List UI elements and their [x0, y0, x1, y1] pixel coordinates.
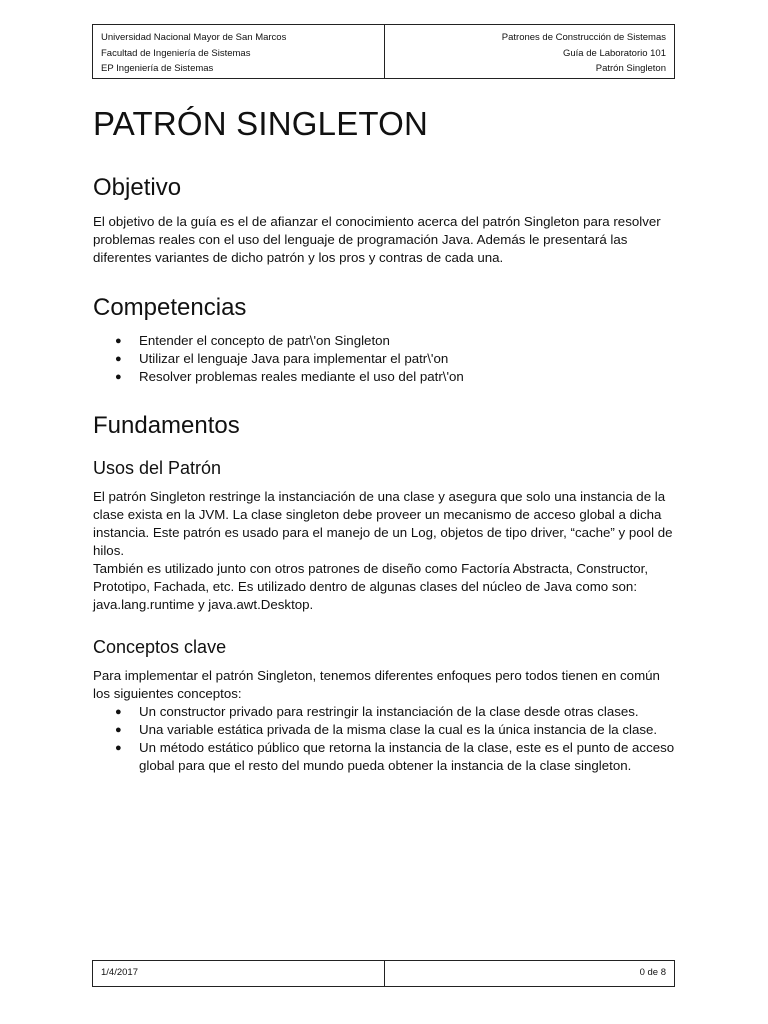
objetivo-text: El objetivo de la guía es el de afianzar el conocimiento acerca del patrón Singleton para resolver problemas reales con el uso del lenguaje de programación Java. Además le presentará las diferentes variantes de dicho patrón y los pros y contras de cada una.	[93, 214, 661, 265]
document-body	[93, 100, 678, 775]
list-item	[93, 350, 678, 368]
header-course: Patrones de Construcción de Sistemas	[501, 32, 666, 43]
competencias-list	[93, 332, 678, 386]
header-guide: Guía de Laboratorio 101	[563, 47, 666, 59]
list-item-text: Un constructor privado para restringir la instanciación de la clase desde otras clases.	[139, 704, 639, 719]
list-item-text: Resolver problemas reales mediante el uso del patr\'on	[139, 369, 464, 384]
conceptos-heading: Conceptos clave	[93, 637, 227, 657]
header-institution	[93, 25, 385, 78]
usos-heading: Usos del Patrón	[93, 458, 222, 478]
list-item-text: Un método estático público que retorna la instancia de la clase, este es el punto de acceso global para que el resto del mundo pueda obtener la instancia de la clase singleton.	[139, 740, 675, 773]
bullet-icon: ●	[115, 742, 122, 754]
list-item	[93, 739, 678, 775]
page-header	[92, 24, 675, 79]
list-item	[93, 703, 678, 721]
bullet-icon: ●	[115, 724, 122, 736]
usos-paragraph-1: El patrón Singleton restringe la instanciación de una clase y asegura que solo una instancia de la clase exista en la JVM. La clase singleton debe proveer un mecanismo de acceso global a dicha instancia. Este patrón es usado para el manejo de un Log, objetos de tipo driver, “cache” y pool de hilos.	[93, 489, 673, 558]
conceptos-list	[93, 703, 678, 775]
list-item-text: Utilizar el lenguaje Java para implementar el patr\'on	[139, 351, 449, 366]
page-title: PATRÓN SINGLETON	[93, 105, 429, 142]
header-course-info	[385, 25, 674, 78]
bullet-icon: ●	[115, 706, 122, 718]
bullet-icon: ●	[115, 335, 122, 347]
header-university: Universidad Nacional Mayor de San Marcos	[101, 32, 287, 43]
competencias-heading: Competencias	[93, 294, 247, 321]
header-school: EP Ingeniería de Sistemas	[101, 63, 214, 74]
list-item	[93, 332, 678, 350]
bullet-icon: ●	[115, 371, 122, 383]
footer-date: 1/4/2017	[93, 961, 385, 986]
conceptos-intro: Para implementar el patrón Singleton, tenemos diferentes enfoques pero todos tienen en común los siguientes conceptos:	[93, 668, 660, 701]
bullet-icon: ●	[115, 353, 122, 365]
list-item-text: Entender el concepto de patr\'on Singleton	[139, 333, 390, 348]
footer-page-number: 0 de 8	[639, 967, 666, 978]
list-item	[93, 368, 678, 386]
header-faculty: Facultad de Ingeniería de Sistemas	[101, 47, 251, 59]
page-footer	[92, 960, 675, 987]
usos-paragraph-2: También es utilizado junto con otros patrones de diseño como Factoría Abstracta, Constructor, Prototipo, Fachada, etc. Es utilizado dentro de algunas clases del núcleo de Java como son: java.lang.runtime y java.awt.Desktop.	[93, 561, 649, 612]
header-topic: Patrón Singleton	[595, 63, 666, 74]
fundamentos-heading: Fundamentos	[93, 412, 240, 439]
objetivo-heading: Objetivo	[93, 174, 182, 201]
list-item-text: Una variable estática privada de la misma clase la cual es la única instancia de la clase.	[139, 722, 658, 737]
list-item	[93, 721, 678, 739]
